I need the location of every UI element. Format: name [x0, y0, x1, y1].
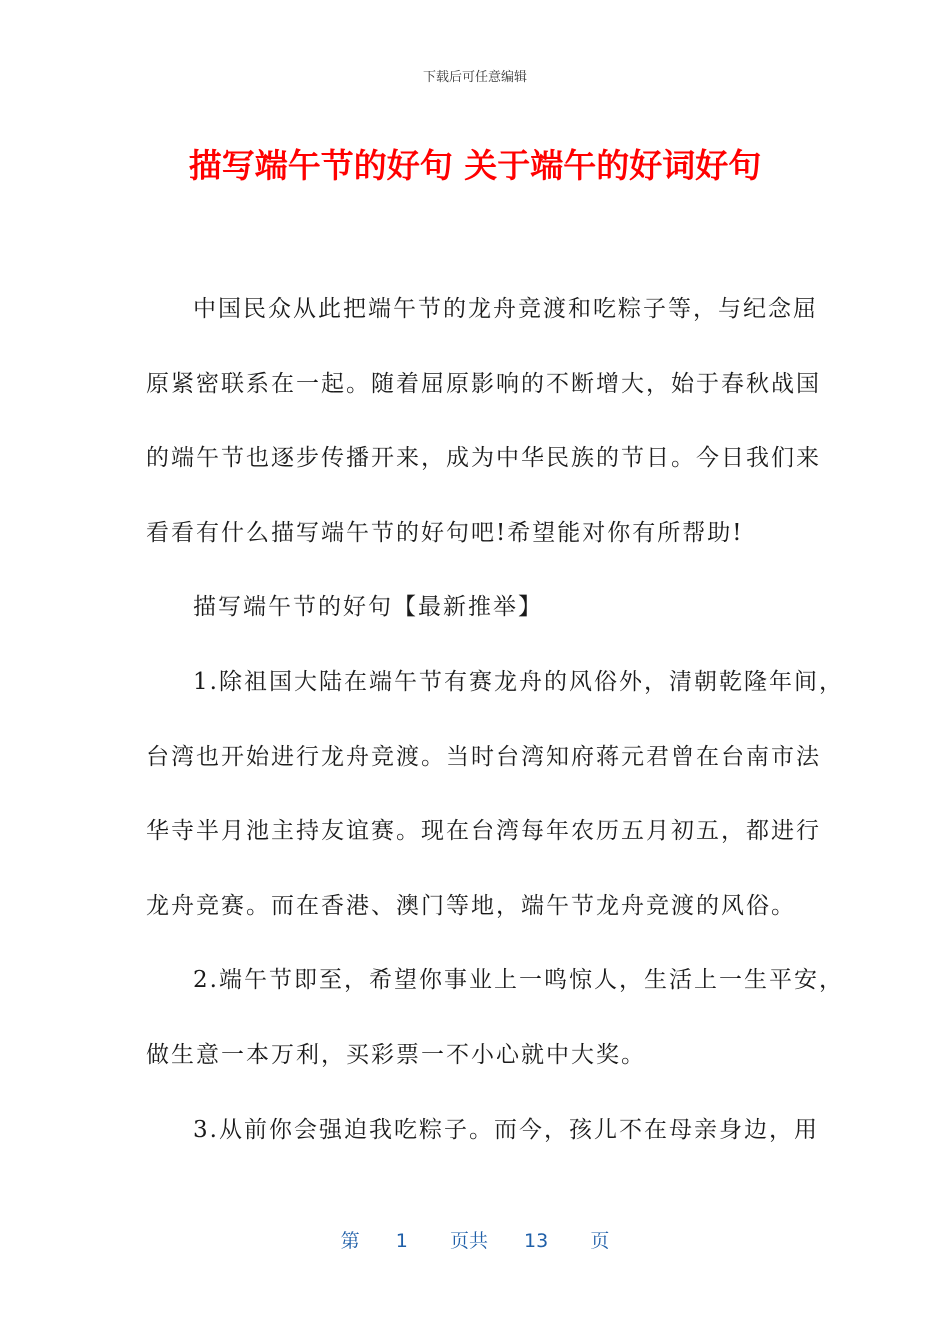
- paragraph-line: 龙舟竞赛。而在香港、澳门等地，端午节龙舟竞渡的风俗。: [146, 892, 796, 919]
- paragraph-line: 2.端午节即至，希望你事业上一鸣惊人，生活上一生平安，: [193, 967, 844, 994]
- section-heading: 描写端午节的好句【最新推举】: [193, 594, 543, 621]
- page-number: 1: [395, 1230, 408, 1252]
- paragraph-line: 台湾也开始进行龙舟竞渡。当时台湾知府蒋元君曾在台南市法: [146, 743, 821, 770]
- paragraph-line: 1.除祖国大陆在端午节有赛龙舟的风俗外，清朝乾隆年间，: [193, 668, 844, 695]
- page-footer: [0, 1226, 950, 1253]
- page-prefix: 第: [340, 1230, 360, 1252]
- paragraph-line: 华寺半月池主持友谊赛。现在台湾每年农历五月初五，都进行: [146, 818, 821, 845]
- page-middle: 页共: [449, 1230, 488, 1252]
- document-body: [146, 272, 844, 1167]
- paragraph-line: 3.从前你会强迫我吃粽子。而今，孩儿不在母亲身边，用: [193, 1116, 819, 1143]
- header-note: 下载后可任意编辑: [422, 70, 527, 85]
- paragraph-line: 中国民众从此把端午节的龙舟竞渡和吃粽子等，与纪念屈: [193, 296, 818, 322]
- document-title: 描写端午节的好句 关于端午的好词好句: [188, 146, 762, 185]
- paragraph-line: 看看有什么描写端午节的好句吧!希望能对你有所帮助!: [146, 519, 744, 546]
- page-suffix: 页: [590, 1230, 610, 1252]
- page-total: 13: [524, 1230, 549, 1252]
- paragraph-line: 的端午节也逐步传播开来，成为中华民族的节日。今日我们来: [146, 445, 821, 472]
- paragraph-line: 做生意一本万利，买彩票一不小心就中大奖。: [146, 1041, 646, 1068]
- paragraph-line: 原紧密联系在一起。随着屈原影响的不断增大，始于春秋战国: [146, 370, 821, 397]
